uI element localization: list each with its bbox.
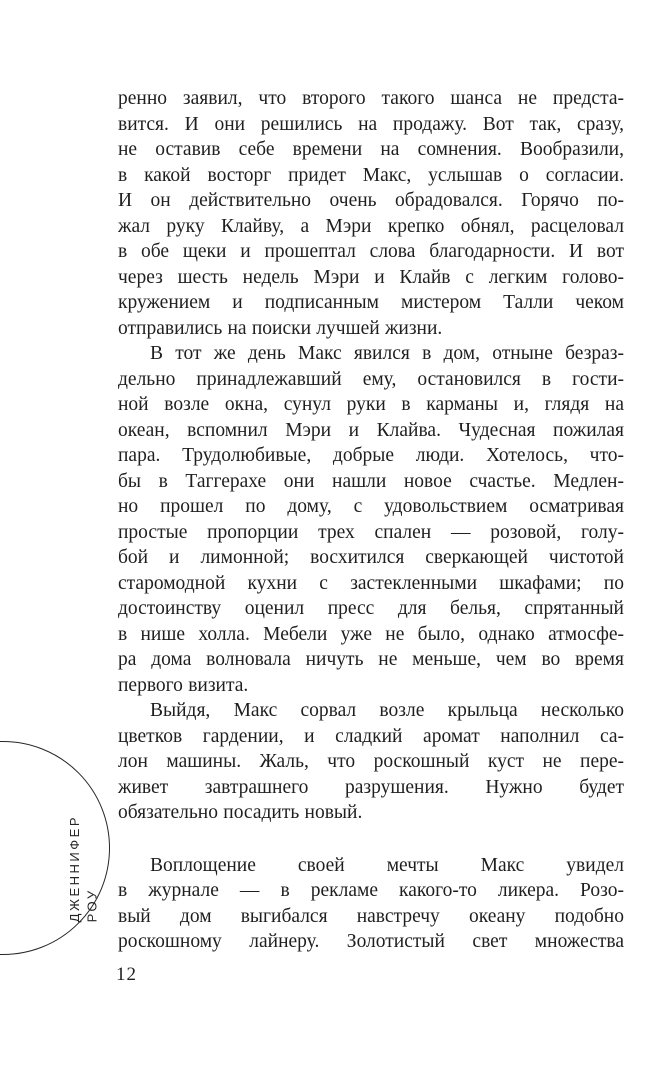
text-line: в нише холла. Мебели уже не было, однако атмосфе- [118,623,624,645]
text-line: жал руку Клайву, а Мэри крепко обнял, расцеловал [118,215,624,237]
text-line: роскошному лайнеру. Золотистый свет множества [118,931,624,952]
text-line: цветков гардении, и сладкий аромат наполнил са- [118,725,624,747]
text-line: Выйдя, Макс сорвал возле крыльца несколько [150,700,624,721]
author-last-name: РОУ [84,888,100,922]
text-line: вится. И они решились на продажу. Вот так, сразу, [118,113,624,135]
text-line: старомодной кухни с застекленными шкафами; по [118,572,624,594]
text-line: пара. Трудолюбивые, добрые люди. Хотелось, что- [118,445,624,466]
text-line: ной возле окна, сунул руки в карманы и, глядя на [118,394,624,415]
text-line: Воплощение своей мечты Макс увидел [150,854,624,876]
paragraph [118,698,624,826]
text-line: в обе щеки и прошептал слова благодарности. И вот [118,241,624,262]
text-line: ренно заявил, что второго такого шанса не предста- [118,88,624,109]
text-line: в какой восторг придет Макс, услышав о согласии. [118,164,624,186]
text-line: океан, вспомнил Мэри и Клайва. Чудесная пожилая [118,419,624,441]
text-line: кружением и подписанным мистером Талли чеком [118,292,624,313]
text-line: первого визита. [118,674,249,696]
page-number: 12 [116,964,137,985]
text-line: живет завтрашнего разрушения. Нужно будет [118,776,624,798]
text-line: через шесть недель Мэри и Клайв с легким голово- [118,266,624,288]
paragraph [118,341,624,698]
author-first-name: ДЖЕННИФЕР [66,814,82,922]
text-line: достоинству оценил пресс для белья, спрятанный [118,598,624,619]
text-line: И он действительно очень обрадовался. Горячо по- [118,190,624,211]
text-line: в журнале — в рекламе какого-то ликера. Розо- [118,880,624,901]
text-line: лон машины. Жаль, что роскошный куст не пере- [118,751,624,772]
text-block [118,86,624,955]
author-name-vertical-label [66,815,101,922]
paragraph [118,86,624,341]
paragraph [118,853,624,955]
text-line: бой и лимонной; восхитился сверкающей чистотой [118,547,624,568]
text-line: обязательно посадить новый. [118,802,363,823]
author-circle-badge [0,741,110,955]
text-line: бы в Таггерахе они нашли новое счастье. Медлен- [118,470,624,492]
text-line: вый дом выгибался навстречу океану подобно [118,905,624,927]
text-line: ра дома волновала ничуть не меньше, чем во время [118,649,624,670]
text-line: не оставив себе времени на сомнения. Вообразили, [118,139,624,160]
text-line: простые пропорции трех спален — розовой, голу- [118,521,624,543]
text-line: В тот же день Макс явился в дом, отныне безраз- [150,343,624,364]
text-line: отправились на поиски лучшей жизни. [118,317,443,339]
text-line: дельно принадлежавший ему, остановился в гости- [118,368,624,390]
text-line: но прошел по дому, с удовольствием осматривая [118,496,624,517]
